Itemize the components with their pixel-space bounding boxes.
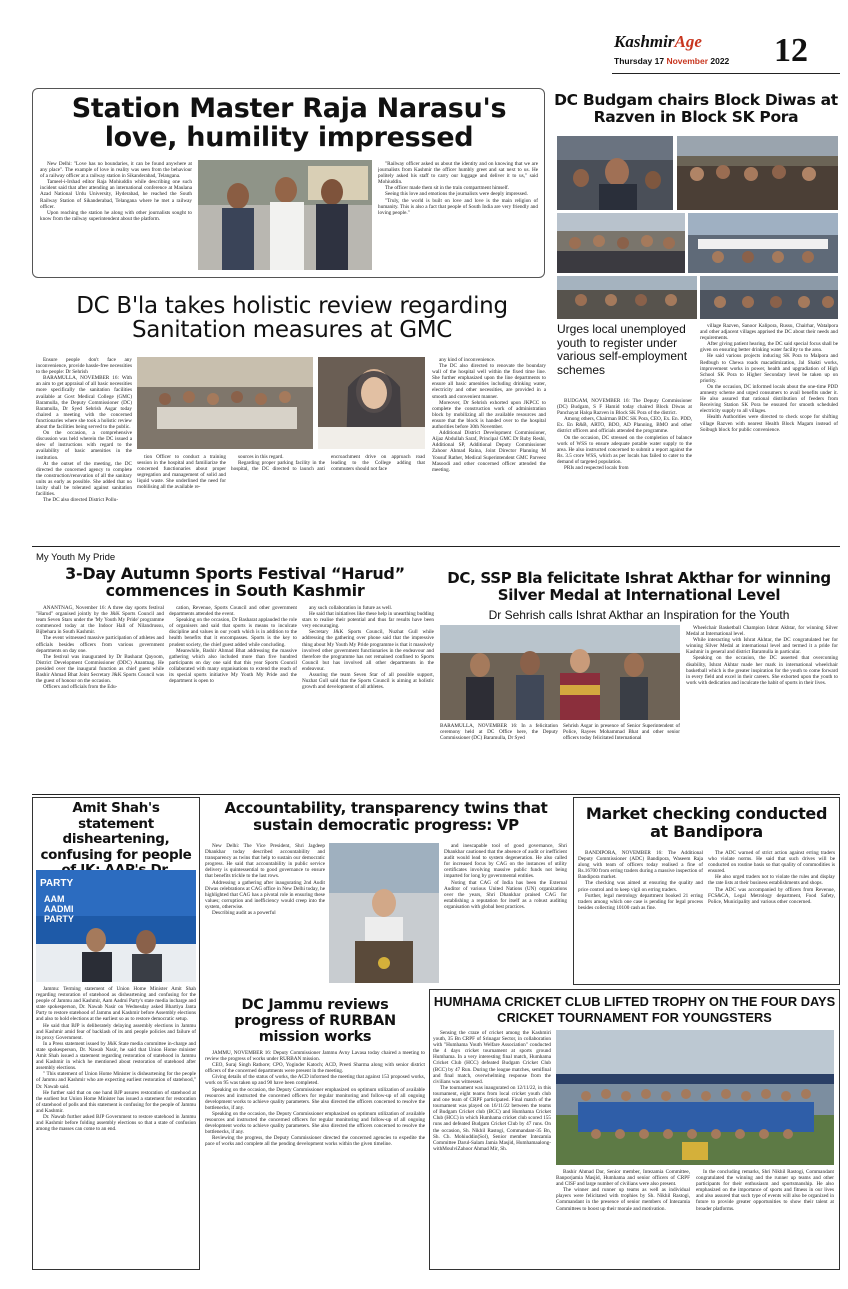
headline-amit-shah: Amit Shah's statement disheartening, confusing for people [40, 800, 192, 863]
photo-block-diwas-4 [688, 213, 838, 273]
headline-market-checking: Market checking conducted at Bandipora [585, 804, 828, 841]
article-body-col1: JAMMU, NOVEMBER 16: Deputy Commissioner Jammu Avny Lavasa today chaired a meeting to review the progress of works under RURBAN mission. CEO, Suraj Singh Rathore; CPO, Yoginder Katoch; ACD, Preeti Sharma along with senior district officers of the concerned departments were present in the meeting. Giving details of the status of works, the ACD informed the meeting that against 153 proposed works, work on 95 was taken up and 90 have been completed. Speaking on the occasion, the Deputy Commissioner emphasized on optimum utilization of available resources and instructed the concerned officers for regular monitoring and follow-up of all ongoing development works to achieve quality parameters. She also directed the officers concerned to resolve the bottlenecks, if any. Speaking on the occasion, the Deputy Commissioner emphasized on optimum utilization of available resources and instructed the concerned officers for regular monitoring and follow-up of all ongoing development works to achieve quality parameters. She also directed the officers concerned to resolve the bottlenecks, if any. Reviewing the progress, the Deputy Commissioner directed the concerned agencies to expedite the pace of works and complete all the pending development works within the given timeline. [205, 1050, 425, 1148]
article-body-col2: tion Officer to conduct a training session in the hospital and familiarize the concerned functionaries about proper segregation and management of solid and liquid waste. She underlined the need for mobilising all the available re- [137, 454, 226, 491]
photo-block-diwas-5 [557, 276, 697, 319]
subheadline-ishrat: Dr Sehrish calls Ishrat Akthar an Inspiration for the Youth [488, 608, 790, 622]
article-body-col2: The ADC warned of strict action against erring traders who violate norms. He said that such drives will be conducted on routine basis so that quality of commodities is ensured. He also urged traders not to violate the rules and display the rate lists at their business establishments and shops. The ADC was accompanied by officers from Revenue, FCS&CA, Legal Metrology department, Food Safety, Police, Municipality and various other concerned. [708, 850, 835, 905]
photo-caption-left: BARAMULLA, NOVEMBER 16: In a felicitation ceremony held at DC Office here, the Deputy Commissioner (DC) Baramulla, Dr Syed [440, 723, 558, 742]
banner-aam: AAM [44, 894, 65, 904]
photo-block-diwas-6 [700, 276, 838, 319]
headline-dc-bla-gmc: DC B'la takes holistic review regarding Sanitation measures at GMC [76, 293, 508, 343]
article-body-col2: cation, Revenue, Sports Council and other government departments attended the event. Speaking on the occasion, Dr Basharat applauded the role of organisers and said that sports is means to inculcate discipline and values in our youth which is in addition to the health benefits that it encompasses. Sports is the key to prudent society, the chief guest added while concluding. Meanwhile, Bashir Ahmad Bhat addressing the massive gathering which also included more than five hundred participants on day one said that this year Sports Council collaborated with many organisations to extend the reach of its special sports initiative My Youth My Pride and the department is open to [169, 605, 297, 685]
article-body-col2: village Razven, Sanoor Kalipora, Russu, Chairhar, Watalpora and other adjacent villages apprised the DC about their needs and requirements. After giving patient hearing, the DC said special focus shall be given on ensuring better drinking water facility to the area. He said various projects inducing SK Pora to Malpora and Redbugh to Chewa roads macadimization, Jal Shakti works, improvement works in power, health and upgradiation of High School SK Pora to Higher Secondary level be taken up on priority. On the occasion, DC informed locals about the one-time PDD amnesty scheme and urged consumers to avail benefits under it. He also assured that rational distribution of feeders from Receiving Station SK Pora be ensured for smooth scheduled electricity supply to all villages. Health Authorities were directed to check scope for shifting village Razven with nearest Health Block Magam instead of Soibugh block for public convenience. [700, 323, 838, 433]
headline-ishrat-akthar: DC, SSP Bla felicitate Ishrat Akthar for winning Silver Medal at International Level [447, 569, 831, 604]
page-number: 12 [774, 32, 808, 69]
article-body-col1: New Delhi: The Vice President, Shri Jagdeep Dhankhar today described accountability and transparency as twins that help to sustain our democratic progress. He said that accountability in public service delivery is quintessential to good governance to ensure that benefits trickle to the last rows. Addressing a gathering after inaugurating 2nd Audit Diwas celebrations at CAG office in New Delhi today, he highlighted that CAG has a pivotal role in ensuring these values; corruption and inefficiency would creep into the system, otherwise. Describing audit as a powerful [205, 843, 325, 917]
banner-aadmi: AADMI [44, 904, 74, 914]
headline-vp-accountability: Accountability, transparency twins that sustain democratic progress: VP [224, 799, 548, 834]
photo-block-diwas-3 [557, 213, 685, 273]
divider [32, 546, 840, 547]
headline-dc-jammu-rurban: DC Jammu reviews progress of RURBAN mission works [234, 997, 396, 1045]
article-body-col1: ANANTNAG, November 16: A three day sports festival "Harud" organised jointly by the J&K Sports Council and team Seven Stars under the 'My Youth My Pride' programme commenced today at the Indoor Hall of Nilandrussu, Bijbehara in South Kashmir. The event witnessed massive participation of athletes and officials besides officers from various government departments on day one. The festival was inaugurated by Dr Basharat Qayoom, District Development Commissioner (DDC) Anantnag. He presided over the inaugural function as chief guest while Bashir Ahmad Bhat Joint Secretary J&K Sports Council was the guest of honour on the occasion. Officers and officials from the Edu- [36, 605, 164, 691]
article-body-col1: New Delhi: "Love has no boundaries, it can be found anywhere at any place". The example of love in reality was seen from the behaviour of a railway officer at a railway station in Sikanderabad, Telangana. Tameel-i-Irshad editor Raja Mohiuddin while describing one such incident said that after attending an international conference at Maulana Azad National Urdu University, Hyderabad, he reached the South Railway Station of Sikanderabad, Telangana where he met a railway officer. Upon reaching the station he along with other journalists sought to know from the railway superintendent about the platform. [40, 161, 192, 222]
photo-vp-cag [329, 843, 439, 983]
article-body-col4: any kind of inconvenience. The DC also directed to renovate the boundary wall of the hospital well within the fixed time line. She further emphasized upon the line departments to ensure all basic amenities including drinking water, electricity and other necessities, are provided in a smooth and convenient manner. Moreover, Dr Sehrish exhorted upon JKPCC to complete the construction work of administration block by mobilizing all the available resources and ensure that the block is handed over to the hospital authorities before 30th November. Additional District Development Commissioner, Aijaz Abdullah Saraf, Principal GMC Dr Ruby Reshi, Additional SP, Additional Deputy Commissioner Zahoor Ahmad Raina, Joint Director Planning M Yousuf Rather, Medical Superintendent GMC Parveez Masoodi and other concerned officer attended the meeting. [432, 357, 546, 473]
kicker-my-youth: My Youth My Pride [36, 552, 116, 563]
photo-ishrat-felicitation [440, 625, 680, 720]
headline-dc-budgam: DC Budgam chairs Block Diwas at Razven in Block SK Pora [554, 91, 838, 126]
divider [32, 794, 840, 795]
photo-dc-sehrish [318, 357, 425, 449]
article-body-col1: Ensure people don't face any inconvenience, provide hassle-free necessities to the people: Dr Sehrish BARAMULLA, NOVEMBER 16: With an aim to get appraisal of all basic necessities more specifically the sanitation facilities available at Govt Medical College (GMC) Baramulla, the Deputy Commissioner (DC) Baramulla, Dr Syed Sehrish Asgar today chaired a meeting with the concerned functionaries where she took a holistic review about the facilities being served to the public. On the occasion, a comprehensive discussion was held wherein the DC issued a slew of instructions with regard to the availability of basic amenities in the institution. At the outset of the meeting, the DC directed the concerned agency to complete the construction/renovation of all the sanitary units as early as possible. She added that no laxity shall be tolerated against sanitation facilities. The DC also directed District Pollu- [36, 357, 132, 504]
masthead-date: Thursday 17 November 2022 [614, 56, 730, 66]
photo-journalists [198, 160, 372, 270]
photo-cricket-team [556, 1030, 834, 1165]
article-body-col2: and inescapable tool of good governance, Shri Dhankhar cautioned that the absence of audit or inefficient audit would lead to system degeneration. He also called for increased focus by CAG on the instances of utility certificates involving massive public funds not being imparted for long by governmental entities. Noting that CAG of India has been the External Auditor of various United Nations (UN) organizations over the years, Shri Dhankhar praised CAG for establishing a reputation for itself as a robust auditing organisation with global best practices. [444, 843, 567, 910]
photo-caption-right: Sehrish Asgar in presence of Senior Superintendent of Police, Rayees Mohammad Bhat and other senior officers today felicitated International [563, 723, 680, 742]
banner-party: PARTY [40, 878, 74, 889]
masthead [612, 30, 838, 74]
headline-station-master: Station Master Raja Narasu's love, humility impressed [71, 93, 507, 153]
masthead-rule [612, 73, 840, 74]
photo-block-diwas-2 [677, 136, 838, 210]
article-body-col3: sources in this regard. Regarding proper parking facility in the hospital, the DC directed to launch anti encroachment drive on approach road leading to the College adding that commuters should not face [231, 454, 425, 473]
headline-humhama-cricket: HUMHAMA CRICKET CLUB LIFTED TROPHY ON THE FOUR DAYS CRICKET TOURNAMENT FOR YOUNGSTERS [433, 994, 836, 1025]
article-body-col1: Jammu: Terming statement of Union Home Minister Amit Shah regarding restoration of statehood as disheartening and confusing for the people of Jammu and Kashmir, Aam Aadmi Party's state media incharge and state spokesperson, Dr. Nawab Nasir on Wednesday asked Bhartiya Janta Party to restore statehood of Jammu and Kashmir before Assembly elections and also to hold elections at the earliest so as to restore democratic setup. He said that BJP is deliberately delaying assembly elections in Jammu and Kashmir amid fear of backlash of its anti people policies and failure of its proxy Government. In a Press statement issued by J&K State media committee in-charge and state spokesperson, Dr. Nawab Nasir, he said that Union Home minister Amit Shah issued a statement regarding restoration of statehood in Jammu and Kashmir in which he mentioned about restoration of statehood after assembly elections. " This statement of Union Home Minister is disheartening for the people of Jammu and Kashmir who are expecting earliest restoration of statehood," Dr. Nawab said. He further said that on one hand BJP assures restoration of statehood at the earliest but Union Home Minister has issued a statement for restoration of statehood of polls and this statement is confusing for the people of Jammu and Kashmir. Dr. Nawab further asked BJP Government to restore statehood in Jammu and Kashmir before folding assembly elections so that a state of confusion among the masses can come to an end. [36, 986, 196, 1133]
banner-party-2: PARTY [44, 914, 74, 924]
photo-gmc-meeting [137, 357, 313, 449]
article-body-col2: "Railway officer asked us about the identity and on knowing that we are journalists from Kashmir the officer humbly greet and sat next to us. He politely asked his staff to carry our luggage and deliver it to us," said Mohiuddin. The officer made them sit in the train compartment himself. Seeing this love and emotions the journalists were deeply impressed. "Truly, the world is built on love and love is the main religion of humanity. This is also a fact that people of South India are very friendly and loving people." [378, 161, 538, 216]
article-body-col3: In the concluding remarks, Shri Nikhil Rastogi, Commandant congratulated the winning and the runner up teams and other participants for their enthusiasm and sportsmanship. He also emphasized on the importance of sports and fitness in our lives and also assured that such type of events will also be organized in future to provide greater opportunities to show their talent at broader platforms. [696, 1169, 834, 1212]
article-body-col1: BANDIPORA, NOVEMBER 16: The Additional Deputy Commissioner (ADC) Bandipora, Waseem Raja along with team of officers today realised a fine of Rs.16700 from erring traders during a massive inspection of Bandipora market. The checking was aimed at ensuring the quality and price control and to keep vigil on erring traders. Further, legal metrology department booked 21 erring traders among which one case is pending for legal process besides collecting 10100 cash as fine. [578, 850, 703, 911]
photo-aap-press [36, 870, 196, 982]
article-body-col2: Bashir Ahmad Dar, Senior member, Intezamia Committee, Banporjamia Masjid, Humhama and senior officers of CRPF and CISF and large number of civilians were also present. The winner and runner up teams as well as individual players were felicitated with trophies by Sh. Nikhil Rastogi, Commandant in the presence of senior members of Intezamia Committees to boost up their morale and motivation. [556, 1169, 690, 1212]
article-body-col1: Wheelchair Basketball Champion Ishrat Akhtar, for winning Silver Medal at International level. While interacting with Ishrat Akhtar, the DC congratulated her for winning Silver Medal at international level and termed it a pride for Kashmir in general and district Baramulla in particular. Speaking on the occasion, the DC asserted that overcoming disability, Ishrat Akhtar made her mark in international wheelchair basketball which is the greater inspiration for the youth to come forward in every field and excel in their careers. She exhorted upon the youth to work with dedication and inculcate the habit of sports in their lives. [686, 625, 838, 686]
article-body-col1: BUDGAM, NOVEMBER 16: The Deputy Commissioner (DC) Budgam, S F Hamid today chaired Block Diwas at Panchayat Halqa Razven in Block SK Pora of the district. Among others, Chairman BDC SK Pora, CEO, Ex. En. PDD, Ex. En R&B, ARTO, BDO, AD Planning, BMO and other district officers and officials attended the programme. On the occasion, DC stressed on the completion of balance work of WSS to ensure adequate potable water supply to the area. He also instructed concerned to submit a report against the Rs. 3.5 crore WSS, which as per locals has failed to cater to the demand of targeted population. PRIs and respected locals from [557, 398, 692, 472]
article-body-col3: any such collaboration in future as well. He said that initiatives like these help in unearthing budding stars to realise their potential and thus far results have been very encouraging. Secretary J&K Sports Council, Nuzhat Gull while addressing the gathering over phone said that the impressive thing about My Youth My Pride programme is that it massively involved other government functionaries in the endeavour and therefore the programme has not remained confined to Sports Council but has involved all other departments in the endeavour. Assuring the team Seven Star of all possible support, Nuzhat Gull said that the Sports Council is aiming at holistic growth and development of all athletes. [302, 605, 434, 691]
photo-block-diwas-1 [557, 136, 673, 210]
headline-harud-festival: 3-Day Autumn Sports Festival “Harud” commences in South Kashmir [65, 564, 405, 600]
article-body-col1: Sensing the craze of cricket among the Kashmiri youth, 35 Bn CRPF of Srinagar Sector, in collaboration with "Humhama Youth Welfare Association" conducted the 4 days cricket tournament at sports ground Humhama. In a very interesting final match, Humhama Cricket Club (HCC) defeated Budgam Cricket Club (BCC) by 47 Run. During the league matches, semifinal and final match, overwhelming response from the civilians was witnessed. The tournament was inaugurated on 12/11/22, in this tournament, eight teams from local cricket youth club and one team of CRPF participated. Final match of the tournament was played on 16/11/22 between the teams of Budgam Cricket club (BCC) and Humhama Cricket Club (HCC) in which Humhama cricket club scored 155 runs and defeated Budgam Cricket Club by 47 runs. On the occasion, Sh. Nikhil Rastogi, Commandant-35 Bn, Sh. Ch. Mohiuddin(Sol), Senior member Intezamia Committee Darul-Salam Jamia Masjid, Humhamaalong-withMoulviZahoor Ahmad Mir, Sh. [433, 1030, 551, 1152]
masthead-logo: KashmirAge [614, 32, 702, 51]
subheadline-dc-budgam: Urges local unemployed youth to register under various self-employment schemes [557, 322, 688, 377]
